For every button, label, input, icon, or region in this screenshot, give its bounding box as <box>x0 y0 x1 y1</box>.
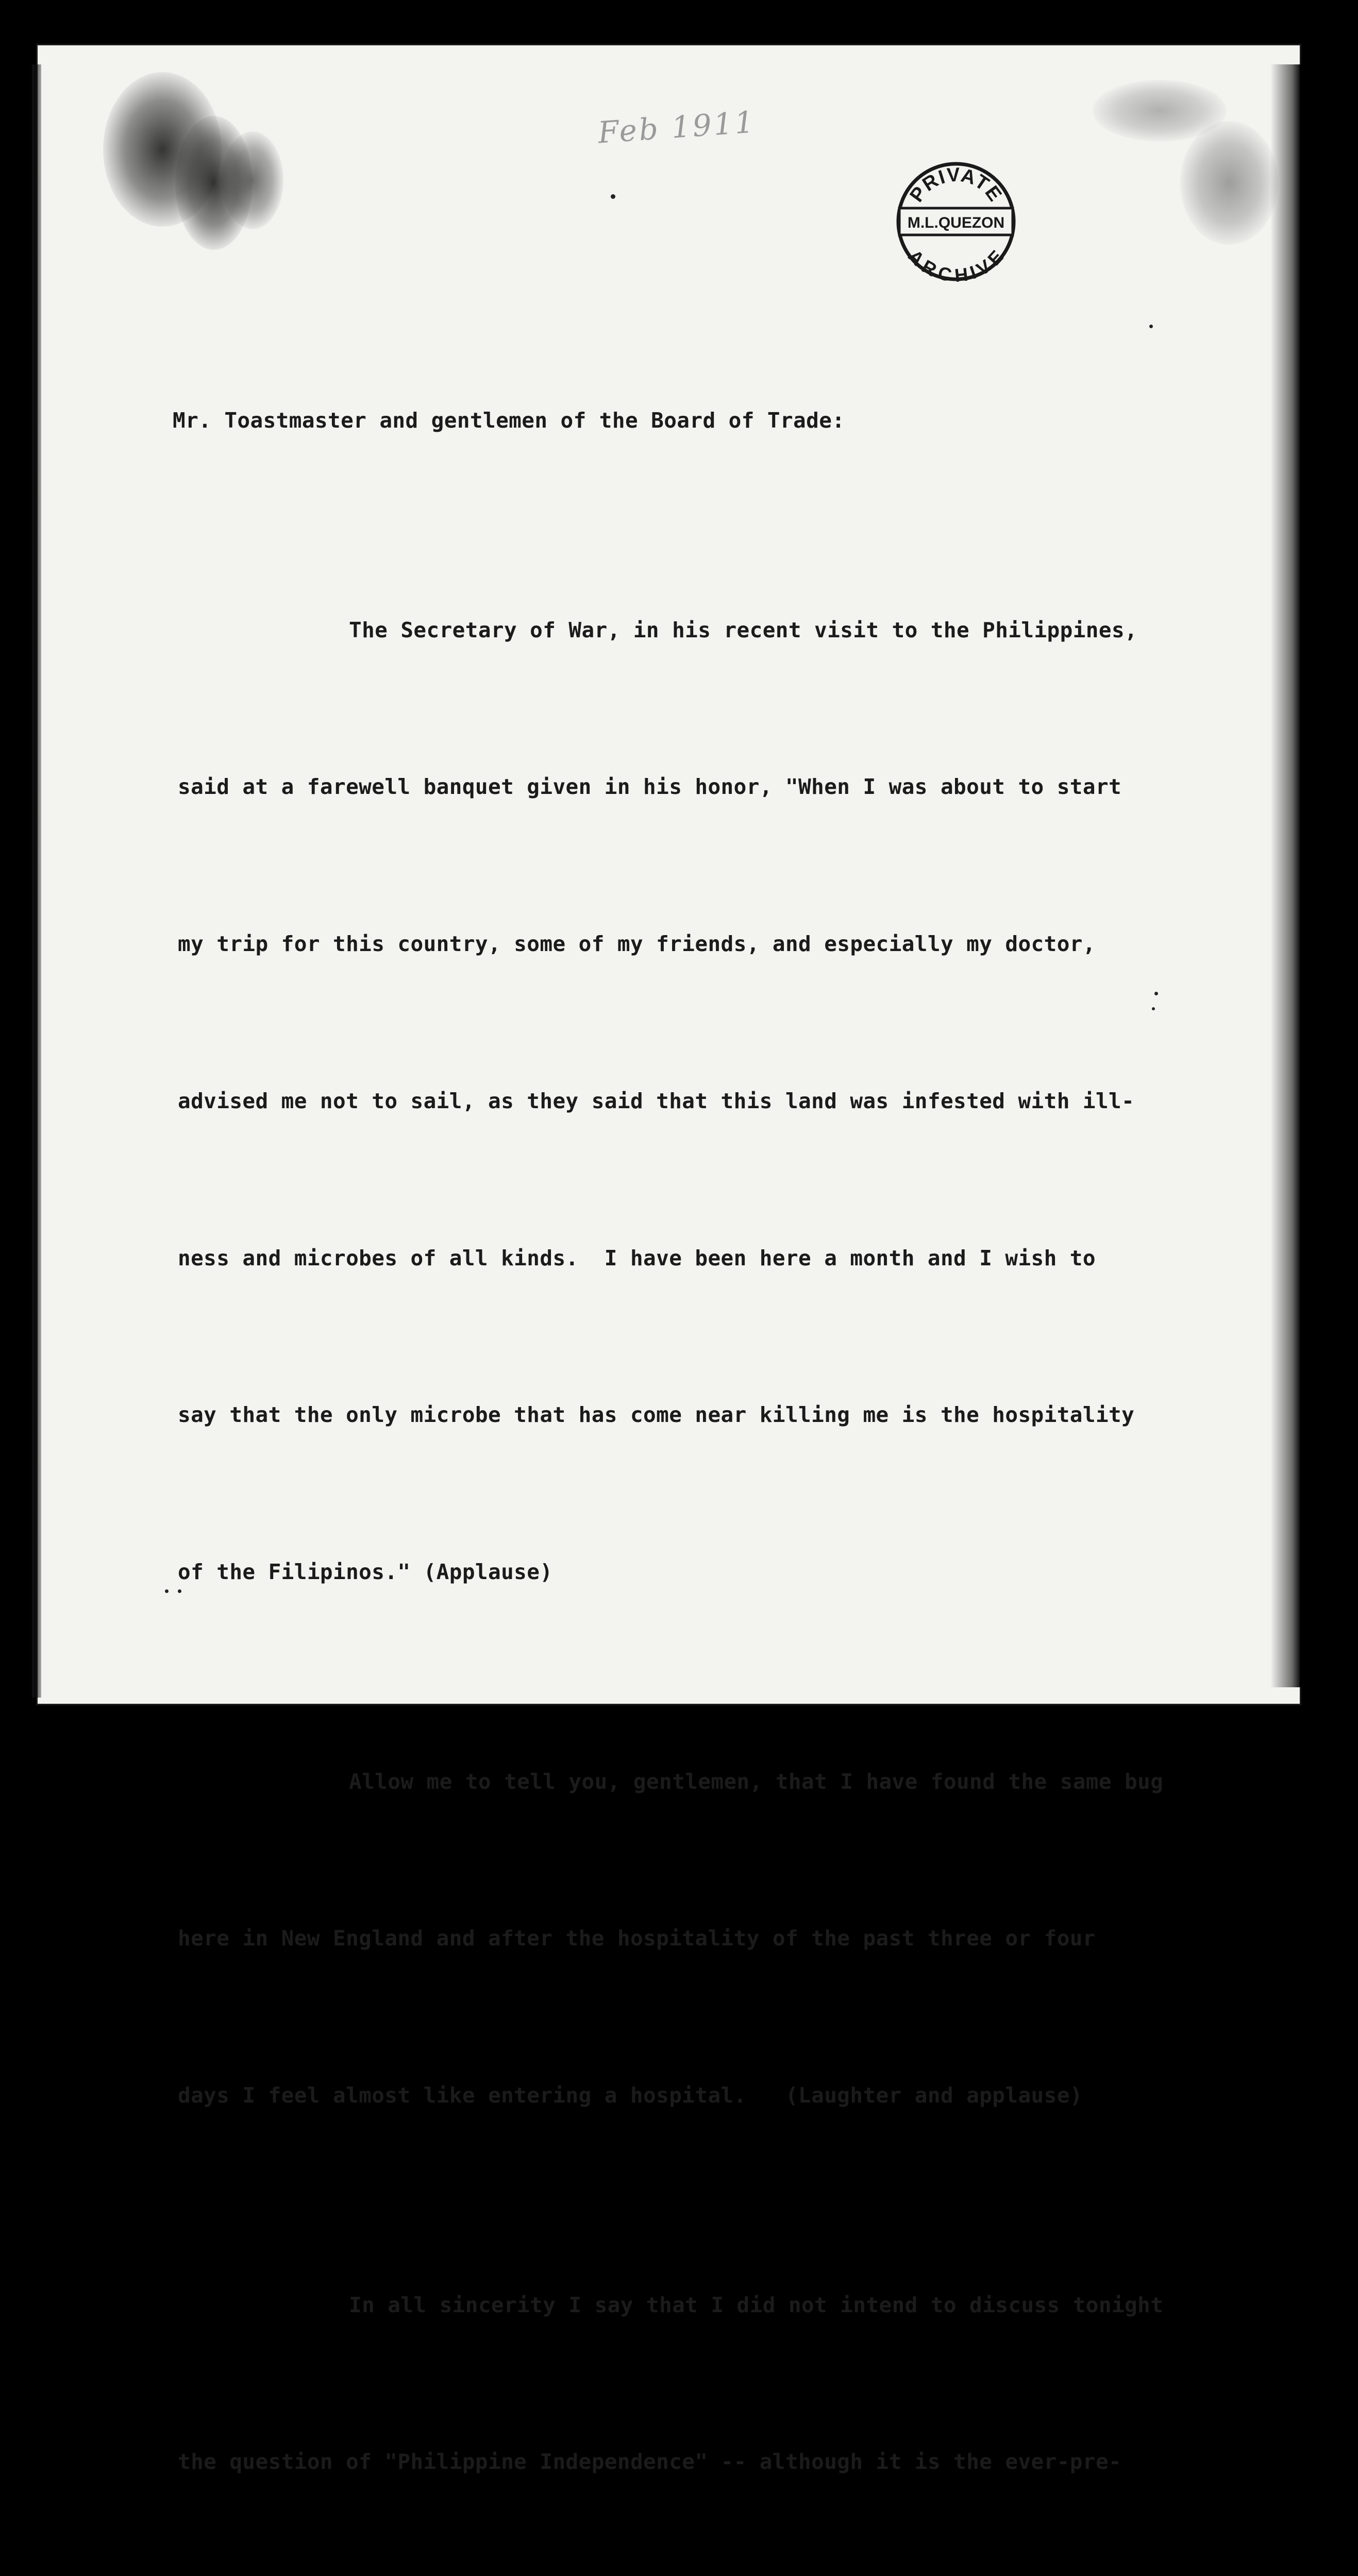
scan-speck <box>1154 992 1158 995</box>
text-line: the question of "Philippine Independence" -- although it is the ever-pre- <box>178 2449 1122 2475</box>
scan-speck <box>611 194 615 199</box>
text-line: say that the only microbe that has come near killing me is the hospitality <box>178 1402 1135 1428</box>
scan-speck <box>1152 1007 1155 1010</box>
svg-text:PRIVATE <box>906 164 1007 206</box>
stamp-top-text: PRIVATE <box>906 164 1007 207</box>
text-line: ness and microbes of all kinds. I have been here a month and I wish to <box>178 1245 1096 1270</box>
text-line: In all sincerity I say that I did not intend to discuss tonight <box>349 2292 1164 2317</box>
scan-speck <box>165 1589 169 1593</box>
text-line: days I feel almost like entering a hospital. (Laughter and applause) <box>178 2083 1083 2108</box>
scan-speck <box>178 1589 181 1593</box>
scan-speck <box>1149 325 1153 328</box>
page-left-edge <box>32 64 41 1698</box>
text-line: The Secretary of War, in his recent visit to the Philippines, <box>349 617 1138 642</box>
stamp-bottom-text: ARCHIVE <box>904 245 1008 283</box>
ink-stain <box>222 131 283 229</box>
typewritten-speech <box>173 290 1209 2576</box>
text-line: advised me not to sail, as they said that this land was infested with ill- <box>178 1088 1135 1113</box>
document-page <box>36 44 1301 2475</box>
text-line: Allow me to tell you, gentlemen, that I have found the same bug <box>349 1769 1164 1794</box>
text-line: my trip for this country, some of my friends, and especially my doctor, <box>178 931 1096 957</box>
text-line: of the Filipinos." (Applause) <box>178 1560 553 1585</box>
text-line: said at a farewell banquet given in his honor, "When I was about to start <box>178 774 1122 800</box>
salutation: Mr. Toastmaster and gentlemen of the Board of Trade: <box>173 408 845 433</box>
private-archive-stamp <box>894 160 1018 283</box>
pencil-date-note: Feb 1911 <box>597 104 757 150</box>
text-line: here in New England and after the hospitality of the past three or four <box>178 1926 1096 1951</box>
ink-stain <box>1180 121 1278 245</box>
stamp-middle-text: M.L.QUEZON <box>907 214 1005 231</box>
page-right-edge-shadow <box>1270 64 1301 1687</box>
